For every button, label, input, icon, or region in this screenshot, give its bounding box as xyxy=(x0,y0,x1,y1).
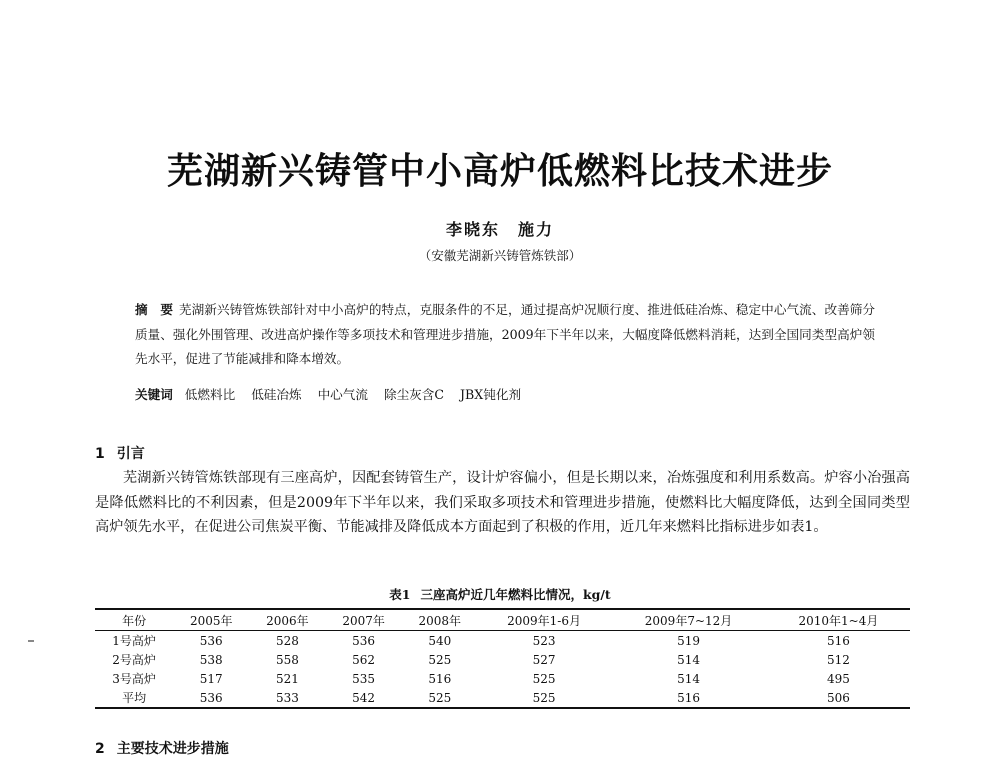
table-cell: 527 xyxy=(532,652,556,667)
table-cell: 535 xyxy=(352,671,376,686)
table-header-cell: 2009年7~12月 xyxy=(610,609,767,631)
table-cell: 525 xyxy=(532,671,556,686)
keyword: 低硅冶炼 xyxy=(251,387,302,402)
table-cell: 516 xyxy=(826,633,850,648)
table-cell: 562 xyxy=(352,652,376,667)
table-header-cell: 2008年 xyxy=(402,609,478,631)
table-cell: 542 xyxy=(326,688,402,708)
section-heading-2 xyxy=(95,738,229,758)
table-cell: 506 xyxy=(767,688,910,708)
table-cell: 525 xyxy=(478,688,610,708)
table-cell: 514 xyxy=(677,671,700,686)
table-header-cell: 2005年 xyxy=(173,609,249,631)
section-title: 引言 xyxy=(116,446,145,462)
keyword: 中心气流 xyxy=(317,387,368,402)
table-header-cell: 2006年 xyxy=(249,609,325,631)
table-cell: 512 xyxy=(826,652,850,667)
table-caption-number: 表1 xyxy=(389,587,411,602)
table-cell: 521 xyxy=(275,671,299,686)
table-cell: 536 xyxy=(199,633,223,648)
table-row xyxy=(95,669,910,688)
abstract-label: 摘 要 xyxy=(135,302,173,317)
table-row xyxy=(95,631,910,651)
table-header-cell: 2010年1~4月 xyxy=(767,609,910,631)
section-number: 1 xyxy=(95,446,105,462)
table-cell: 514 xyxy=(677,652,700,667)
table-header-row xyxy=(95,609,910,631)
table-header-cell: 2009年1-6月 xyxy=(478,609,610,631)
table-cell: 533 xyxy=(249,688,325,708)
table-cell: 516 xyxy=(610,688,767,708)
table-cell: 558 xyxy=(275,652,299,667)
table-cell: 3号高炉 xyxy=(112,672,156,686)
table-cell: 平均 xyxy=(95,688,173,708)
scan-artifact-mark xyxy=(28,640,34,642)
table-header-cell: 年份 xyxy=(95,609,173,631)
table-caption-text: 三座高炉近几年燃料比情况，kg/t xyxy=(420,587,611,602)
paper-authors: 李晓东 施力 xyxy=(445,220,554,239)
table-cell: 525 xyxy=(428,652,452,667)
abstract xyxy=(135,298,875,372)
table-cell: 528 xyxy=(275,633,299,648)
abstract-text: 芜湖新兴铸管炼铁部针对中小高炉的特点，克服条件的不足，通过提高炉况顺行度、推进低硅冶炼、稳定中心气流、改善筛分质量、强化外围管理、改进高炉操作等多项技术和管理进步措施，2009年下半年以来，大幅度降低燃料消耗，达到全国同类型高炉领先水平，促进了节能减排和降本增效。 xyxy=(135,302,875,366)
table-cell: 519 xyxy=(677,633,700,648)
table-caption xyxy=(0,585,1000,603)
fuel-ratio-table xyxy=(95,608,910,709)
table-cell: 516 xyxy=(428,671,452,686)
section-number: 2 xyxy=(95,741,105,757)
table-row xyxy=(95,650,910,669)
table-cell: 525 xyxy=(402,688,478,708)
table-cell: 536 xyxy=(173,688,249,708)
keywords-label: 关键词 xyxy=(135,387,173,402)
keywords xyxy=(135,384,875,406)
table-cell: 538 xyxy=(199,652,223,667)
keyword: JBX钝化剂 xyxy=(460,387,522,402)
table-cell: 1号高炉 xyxy=(112,634,156,648)
section-heading-1 xyxy=(95,443,145,463)
table-cell: 2号高炉 xyxy=(112,653,156,667)
table-row xyxy=(95,688,910,708)
keyword: 低燃料比 xyxy=(184,387,236,402)
table-cell: 517 xyxy=(199,671,223,686)
paper-title: 芜湖新兴铸管中小高炉低燃料比技术进步 xyxy=(166,150,833,192)
table-cell: 523 xyxy=(532,633,556,648)
table-cell: 540 xyxy=(428,633,452,648)
paper-affiliation: （安徽芜湖新兴铸管炼铁部） xyxy=(418,248,582,263)
table-cell: 536 xyxy=(352,633,376,648)
table-header-cell: 2007年 xyxy=(326,609,402,631)
intro-paragraph: 芜湖新兴铸管炼铁部现有三座高炉，因配套铸管生产，设计炉容偏小，但是长期以来，冶炼强度和利用系数高。炉容小冶强高是降低燃料比的不利因素，但是2009年下半年以来，我们采取多项技术和管理进步措施，使燃料比大幅度降低，达到全国同类型高炉领先水平，在促进公司焦炭平衡、节能减排及降低成本方面起到了积极的作用，近几年来燃料比指标进步如表1。 xyxy=(95,470,910,535)
keyword: 除尘灰含C xyxy=(383,387,444,402)
table-cell: 495 xyxy=(826,671,850,686)
section-title: 主要技术进步措施 xyxy=(116,741,229,757)
